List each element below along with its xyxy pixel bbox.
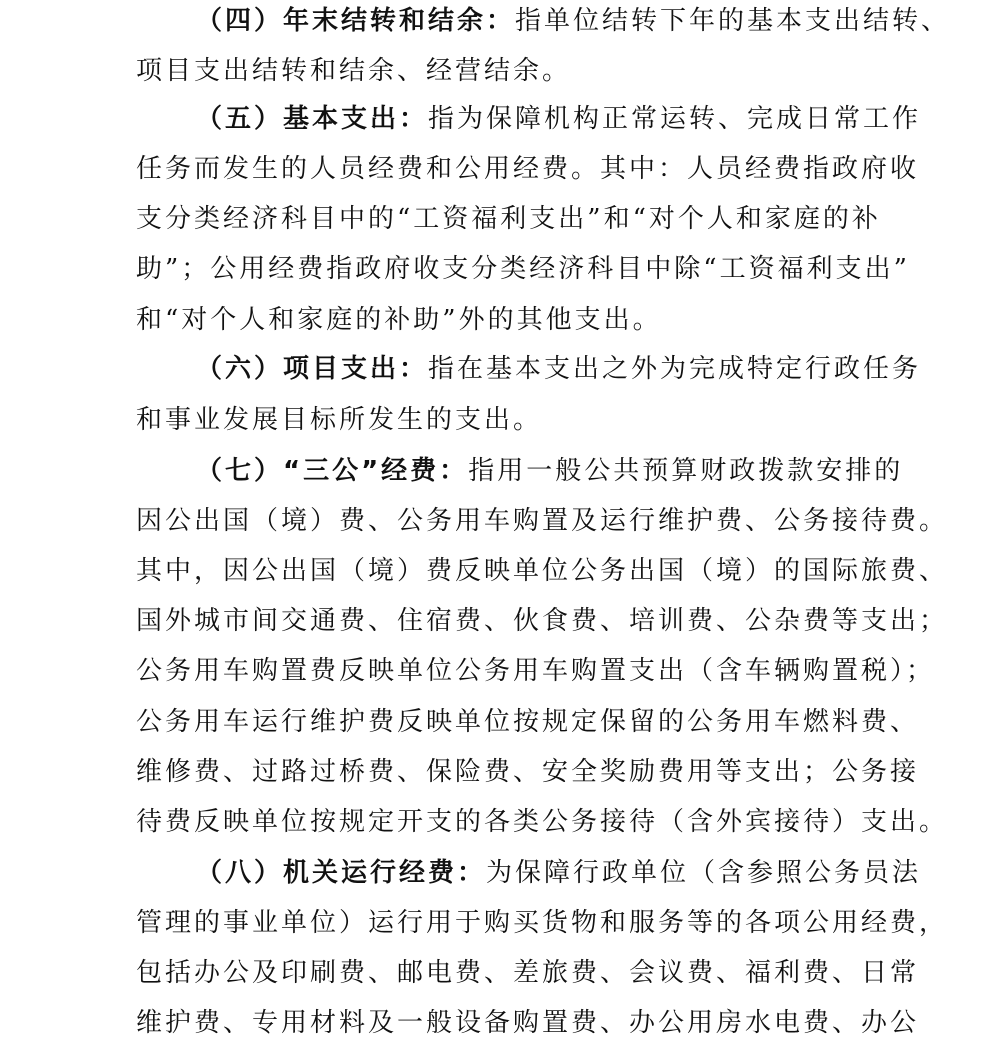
paragraph-line <box>0 144 999 194</box>
paragraph-line <box>0 646 999 696</box>
section-heading: （四）年末结转和结余： <box>196 6 516 36</box>
line-text: 公务用车购置费反映单位公务用车购置支出（含车辆购置税）； <box>136 656 936 686</box>
paragraph-line <box>0 0 999 46</box>
line-text: 指在基本支出之外为完成特定行政任务 <box>428 354 922 384</box>
paragraph-line <box>0 596 999 646</box>
paragraph-line <box>0 46 999 96</box>
paragraph-line <box>0 848 999 898</box>
section-heading: （六）项目支出： <box>196 354 429 384</box>
paragraph-line <box>0 446 999 496</box>
line-text: 维护费、专用材料及一般设备购置费、办公用房水电费、办公 <box>136 1008 920 1038</box>
paragraph-line <box>0 194 999 244</box>
line-text: 任务而发生的人员经费和公用经费。其中：人员经费指政府收 <box>136 154 920 184</box>
line-text: 助”；公用经费指政府收支分类经济科目中除“工资福利支出” <box>136 254 910 284</box>
paragraph-line <box>0 295 999 345</box>
paragraph-line <box>0 344 999 394</box>
line-text: 国外城市间交通费、住宿费、伙食费、培训费、公杂费等支出； <box>136 606 949 636</box>
line-text: 包括办公及印刷费、邮电费、差旅费、会议费、福利费、日常 <box>136 958 920 988</box>
paragraph-line <box>0 395 999 445</box>
paragraph-line <box>0 244 999 294</box>
paragraph-line <box>0 697 999 747</box>
line-text: 指为保障机构正常运转、完成日常工作 <box>428 104 922 134</box>
line-text: 待费反映单位按规定开支的各类公务接待（含外宾接待）支出。 <box>136 807 949 837</box>
line-text: 和事业发展目标所发生的支出。 <box>136 405 543 435</box>
line-text: 维修费、过路过桥费、保险费、安全奖励费用等支出；公务接 <box>136 757 920 787</box>
line-text: 管理的事业单位）运行用于购买货物和服务等的各项公用经费， <box>136 908 949 938</box>
section-heading: （五）基本支出： <box>196 104 429 134</box>
paragraph-line <box>0 797 999 847</box>
line-text: 公务用车运行维护费反映单位按规定保留的公务用车燃料费、 <box>136 707 920 737</box>
line-text: 支分类经济科目中的“工资福利支出”和“对个人和家庭的补 <box>136 204 881 234</box>
paragraph-line <box>0 496 999 546</box>
paragraph-line <box>0 94 999 144</box>
section-heading: （七）“三公”经费： <box>196 456 469 486</box>
paragraph-line <box>0 747 999 797</box>
line-text: 指单位结转下年的基本支出结转、 <box>515 6 951 36</box>
paragraph-line <box>0 898 999 948</box>
line-text: 为保障行政单位（含参照公务员法 <box>486 858 922 888</box>
paragraph-line <box>0 948 999 998</box>
section-heading: （八）机关运行经费： <box>196 858 487 888</box>
paragraph-line <box>0 546 999 596</box>
line-text: 和“对个人和家庭的补助”外的其他支出。 <box>136 305 662 335</box>
paragraph-line <box>0 998 999 1048</box>
line-text: 其中，因公出国（境）费反映单位公务出国（境）的国际旅费、 <box>136 556 949 586</box>
line-text: 因公出国（境）费、公务用车购置及运行维护费、公务接待费。 <box>136 506 949 536</box>
line-text: 指用一般公共预算财政拨款安排的 <box>468 456 904 486</box>
line-text: 项目支出结转和结余、经营结余。 <box>136 56 572 86</box>
